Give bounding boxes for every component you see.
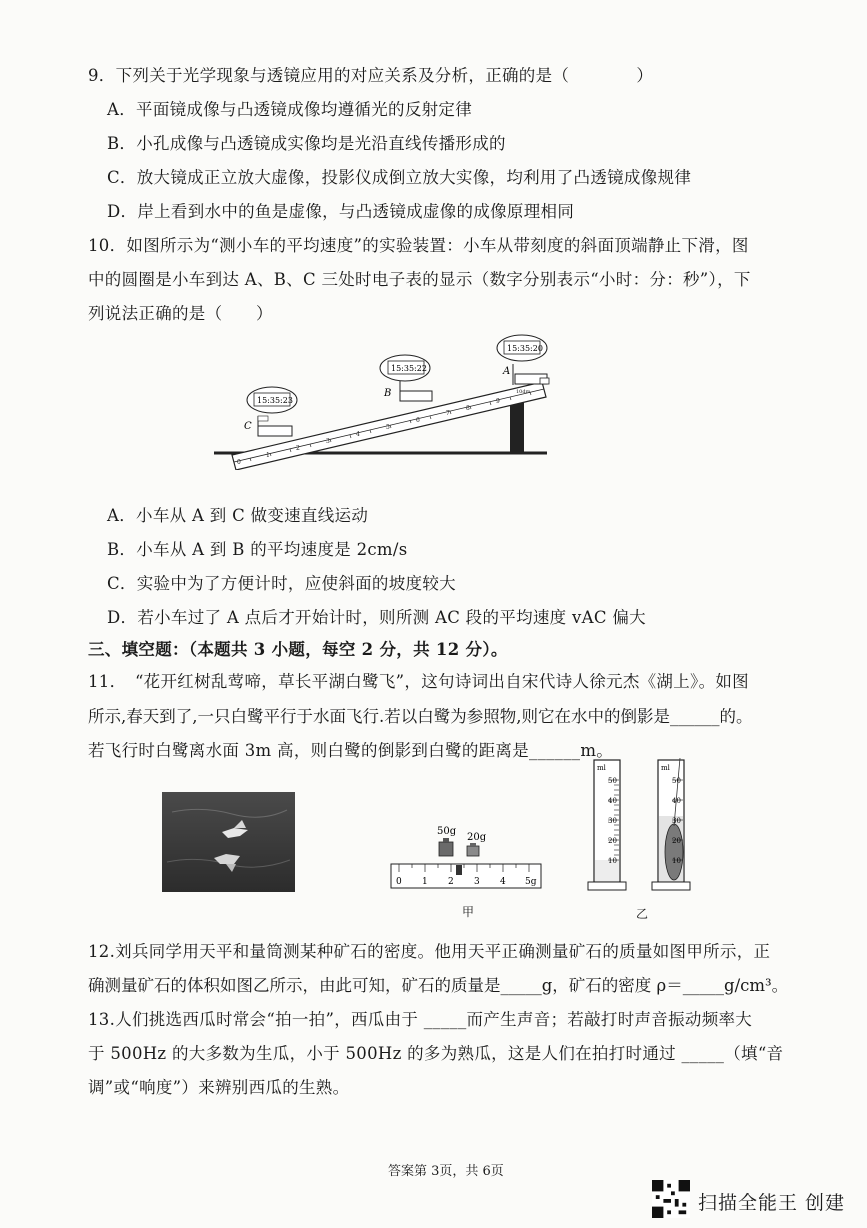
balance-tick-3: 3	[474, 877, 480, 887]
incline-figure	[210, 330, 550, 470]
clock-c: 15:35:23	[257, 396, 293, 405]
ruler-tick-3: 3	[326, 438, 330, 445]
balance-tick-0: 0	[396, 877, 402, 887]
q10-option-a: A．小车从 A 到 C 做变速直线运动	[107, 506, 369, 525]
q9-option-d: D．岸上看到水中的鱼是虚像，与凸透镜成虚像的成像原理相同	[107, 202, 575, 221]
q10-option-d: D．若小车过了 A 点后才开始计时，则所测 AC 段的平均速度 vAC 偏大	[107, 608, 646, 627]
q13-line2: 于 500Hz 的大多数为生瓜，小于 500Hz 的多为熟瓜，这是人们在拍打时通过 _____（填“音	[88, 1044, 784, 1063]
q11-line2: 所示,春天到了,一只白鹭平行于水面飞行.若以白鹭为参照物,则它在水中的倒影是______的。	[88, 707, 753, 726]
point-a-label: A	[503, 366, 511, 377]
ruler-unit: 10dm	[516, 389, 531, 395]
ruler-tick-4: 4	[356, 431, 360, 438]
cyl1-tick-30: 30	[608, 817, 617, 825]
ruler-tick-5: 5	[386, 424, 390, 431]
ruler-tick-9: 9	[496, 398, 500, 405]
point-b-label: B	[384, 388, 392, 399]
cyl2-tick-20: 20	[672, 837, 681, 845]
q10-option-b: B．小车从 A 到 B 的平均速度是 2cm/s	[107, 540, 408, 559]
balance-tick-4: 4	[500, 877, 506, 887]
ruler-tick-8: 8	[466, 405, 470, 412]
q9-option-c: C．放大镜成正立放大虚像，投影仪成倒立放大实像，均利用了凸透镜成像规律	[107, 168, 692, 187]
caption-yi: 乙	[636, 907, 649, 921]
weight-20g: 20g	[467, 832, 487, 843]
q13-line3: 调”或“响度”）来辨别西瓜的生熟。	[88, 1078, 350, 1097]
point-c-label: C	[244, 421, 252, 432]
q10-stem-line1: 10．如图所示为“测小车的平均速度”的实验装置：小车从带刻度的斜面顶端静止下滑，图	[88, 236, 749, 255]
cyl1-tick-20: 20	[608, 837, 617, 845]
q10-stem-line3: 列说法正确的是（ ）	[88, 304, 273, 323]
caption-jia: 甲	[462, 905, 475, 919]
section-3-heading: 三、填空题：（本题共 3 小题，每空 2 分，共 12 分）。	[88, 640, 508, 659]
cyl2-tick-30: 30	[672, 817, 681, 825]
q9-option-b: B．小孔成像与凸透镜成实像均是光沿直线传播形成的	[107, 134, 506, 153]
q11-line1: 11． “花开红树乱莺啼，草长平湖白鹭飞”，这句诗词出自宋代诗人徐元杰《湖上》。如图	[88, 672, 749, 691]
q10-stem-line2: 中的圆圈是小车到达 A、B、C 三处时电子表的显示（数字分别表示“小时：分：秒”），下	[88, 270, 751, 289]
cyl1-tick-50: 50	[608, 777, 617, 785]
q9-stem: 9．下列关于光学现象与透镜应用的对应关系及分析，正确的是（ ）	[88, 66, 654, 85]
ruler-tick-2: 2	[296, 445, 300, 452]
ruler-tick-6: 6	[416, 417, 420, 424]
q12-line2: 确测量矿石的体积如图乙所示，由此可知，矿石的质量是_____g，矿石的密度 ρ＝_____g/cm³。	[88, 976, 789, 995]
balance-tick-2: 2	[448, 877, 454, 887]
balance-tick-5: 5g	[525, 877, 537, 887]
q12-line1: 12.刘兵同学用天平和量筒测某种矿石的密度。他用天平正确测量矿石的质量如图甲所示，正	[88, 942, 771, 961]
ruler-tick-0: 0	[237, 459, 241, 466]
cyl1-tick-40: 40	[608, 797, 617, 805]
cyl2-unit: ml	[661, 764, 670, 772]
clock-b: 15:35:22	[391, 364, 427, 373]
scanner-brand-label: 扫描全能王 创建	[698, 1192, 846, 1214]
ruler-tick-7: 7	[446, 410, 450, 417]
clock-a: 15:35:20	[507, 344, 543, 353]
cyl1-tick-10: 10	[608, 857, 617, 865]
weight-50g: 50g	[437, 826, 457, 837]
cyl2-tick-50: 50	[672, 777, 681, 785]
q10-option-c: C．实验中为了方便计时，应使斜面的坡度较大	[107, 574, 456, 593]
q13-line1: 13.人们挑选西瓜时常会“拍一拍”，西瓜由于 _____而产生声音；若敲打时声音振动频率大	[88, 1010, 753, 1029]
page-footer: 答案第 3页，共 6页	[388, 1164, 504, 1179]
cyl1-unit: ml	[597, 764, 606, 772]
cyl2-tick-10: 10	[672, 857, 681, 865]
q9-option-a: A．平面镜成像与凸透镜成像均遵循光的反射定律	[107, 100, 473, 119]
ruler-tick-1: 1	[266, 452, 270, 459]
cyl2-tick-40: 40	[672, 797, 681, 805]
qr-code-icon	[652, 1180, 690, 1218]
q11-line3: 若飞行时白鹭离水面 3m 高，则白鹭的倒影到白鹭的距离是______m。	[88, 741, 614, 760]
cylinder-figure	[584, 756, 694, 896]
balance-figure	[385, 822, 545, 894]
balance-tick-1: 1	[422, 877, 428, 887]
egret-photo	[162, 792, 295, 892]
